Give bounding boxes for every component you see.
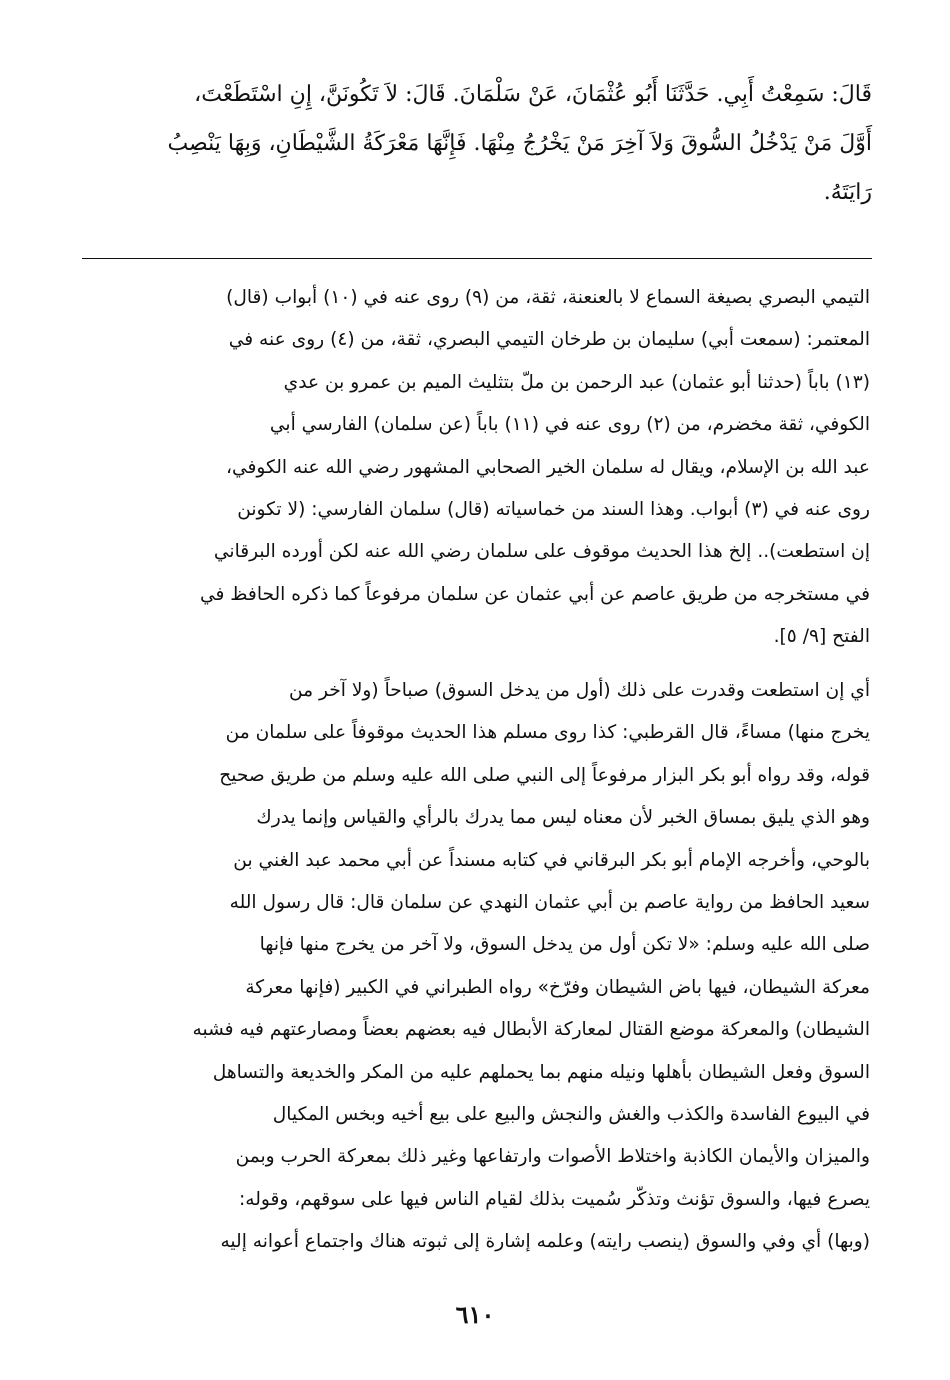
commentary-line: عبد الله بن الإسلام، ويقال له سلمان الخير الصحابي المشهور رضي الله عنه الكوفي، [225, 456, 870, 478]
commentary-line: في مستخرجه من طريق عاصم عن أبي عثمان عن سلمان مرفوعاً كما ذكره الحافظ في [199, 583, 870, 605]
commentary-line: يصرع فيها، والسوق تؤنث وتذكّر سُميت بذلك لقيام الناس فيها على سوقهم، وقوله: [239, 1188, 870, 1210]
commentary-line: في البيوع الفاسدة والكذب والغش والنجش والبيع على بيع أخيه وبخس المكيال [272, 1104, 870, 1126]
commentary-line: قوله، وقد رواه أبو بكر البزار مرفوعاً إلى النبي صلى الله عليه وسلم من طريق صحيح [219, 764, 870, 786]
hadith-line: قَالَ: سَمِعْتُ أَبِي. حَدَّثَنَا أَبُو عُثْمَانَ، عَنْ سَلْمَانَ. قَالَ: لاَ تَكُونَنَّ، إِنِ اسْتَطَعْتَ، [194, 82, 872, 107]
commentary-line: الكوفي، ثقة مخضرم، من (٢) روى عنه في (١١) باباً (عن سلمان) الفارسي أبي [269, 414, 870, 436]
commentary-line: روى عنه في (٣) أبواب. وهذا السند من خماسياته (قال) سلمان الفارسي: (لا تكونن [237, 499, 870, 521]
commentary-line: السوق وفعل الشيطان بأهلها ونيله منهم بما يحملهم عليه من المكر والخديعة والتساهل [212, 1061, 870, 1083]
hadith-text [78, 70, 872, 217]
commentary-line: وهو الذي يليق بمساق الخبر لأن معناه ليس مما يدرك بالرأي والقياس وإنما يدرك [256, 807, 870, 829]
commentary-line: (وبها) أي وفي والسوق (ينصب رايته) وعلمه إشارة إلى ثبوته هناك واجتماع أعوانه إليه [220, 1231, 870, 1253]
commentary-line: الشيطان) والمعركة موضع القتال لمعاركة الأبطال فيه بعضهم بعضاً ومصارعتهم فيه فشبه [192, 1019, 870, 1041]
commentary-paragraph-1 [82, 277, 870, 659]
page-number: ٦١٠ [455, 1300, 495, 1329]
commentary-line: صلى الله عليه وسلم: «لا تكن أول من يدخل السوق، ولا آخر من يخرج منها فإنها [259, 934, 870, 956]
commentary-line: الفتح [٩/ ٥]. [773, 626, 870, 648]
commentary-paragraph-2 [82, 670, 870, 1264]
commentary-line: والميزان والأيمان الكاذبة واختلاط الأصوات وارتفاعها وغير ذلك بمعركة الحرب وبمن [235, 1146, 870, 1168]
commentary-line: المعتمر: (سمعت أبي) سليمان بن طرخان التيمي البصري، ثقة، من (٤) روى عنه في [228, 329, 870, 351]
separator-rule [82, 258, 872, 259]
hadith-line: رَايَتَهُ. [823, 180, 872, 205]
commentary-line: (١٣) باباً (حدثنا أبو عثمان) عبد الرحمن بن ملّ بتثليث الميم بن عمرو بن عدي [283, 371, 870, 393]
commentary-line: معركة الشيطان، فيها باض الشيطان وفرّخ» رواه الطبراني في الكبير (فإنها معركة [245, 976, 870, 998]
commentary-line: إن استطعت).. إلخ هذا الحديث موقوف على سلمان رضي الله عنه لكن أورده البرقاني [213, 541, 870, 563]
commentary-line: أي إن استطعت وقدرت على ذلك (أول من يدخل السوق) صباحاً (ولا آخر من [288, 680, 870, 701]
hadith-line: أَوَّلَ مَنْ يَدْخُلُ السُّوقَ وَلاَ آخِرَ مَنْ يَخْرُجُ مِنْهَا. فَإِنَّهَا مَعْرَكَةُ الشَّيْطَانِ، وَبِهَا يَنْصِبُ [167, 131, 872, 156]
commentary-line: سعيد الحافظ من رواية عاصم بن أبي عثمان النهدي عن سلمان قال: قال رسول الله [229, 892, 870, 914]
commentary-line: يخرج منها) مساءً، قال القرطبي: كذا روى مسلم هذا الحديث موقوفاً على سلمان من [225, 722, 870, 744]
commentary-line: بالوحي، وأخرجه الإمام أبو بكر البرقاني في كتابه مسنداً عن أبي محمد عبد الغني بن [233, 849, 870, 871]
commentary-line: التيمي البصري بصيغة السماع لا بالعنعنة، ثقة، من (٩) روى عنه في (١٠) أبواب (قال) [226, 287, 870, 308]
